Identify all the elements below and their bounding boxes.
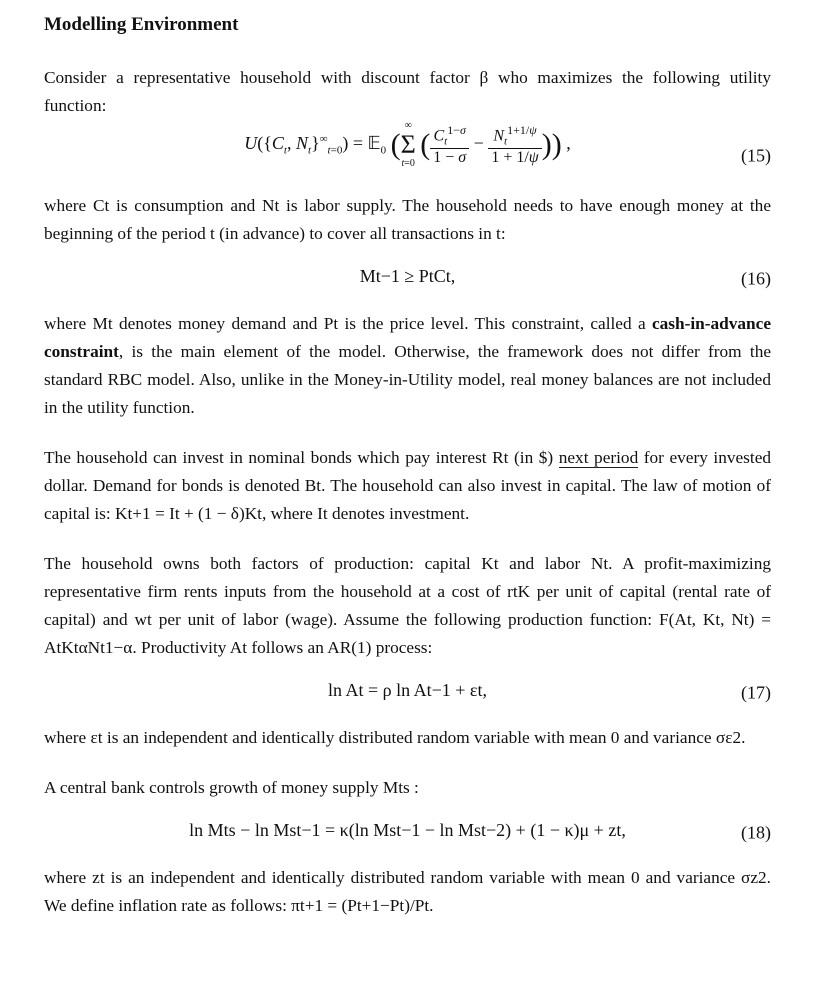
cash-in-advance-term: cash-in-advance constraint [44, 314, 771, 361]
paragraph-production: The household owns both factors of production: capital Kt and labor Nt. A profit-maximizing representative firm rents inputs from the household at a cost of rtK per unit of capital (rental rate of capital) and wt per unit of labor (wage). Assume the following production function: F(At, Kt, Nt) = AtKtαNt1−α. Productivity At follows an AR(1) process: [44, 554, 771, 657]
next-period-underline: next period [558, 448, 639, 467]
equation-18-body: ln Mts − ln Mst−1 = κ(ln Mst−1 − ln Mst−2) + (1 − κ)μ + zt, [189, 820, 626, 840]
equation-17-body: ln At = ρ ln At−1 + εt, [327, 680, 487, 700]
equation-16 [44, 248, 771, 310]
equation-17 [44, 662, 771, 724]
equation-16-number: (16) [741, 268, 771, 289]
paragraph-consumption: where Ct is consumption and Nt is labor supply. The household needs to have enough money at the beginning of the period t (in advance) to cover all transactions in t: [44, 196, 771, 243]
equation-16-body: Mt−1 ≥ PtCt, [359, 266, 456, 286]
equation-15-number: (15) [741, 145, 771, 166]
equation-18 [44, 802, 771, 864]
paragraph-epsilon: where εt is an independent and identically distributed random variable with mean 0 and variance σε2. [44, 728, 746, 747]
equation-17-number: (17) [741, 682, 771, 703]
equation-18-number: (18) [741, 822, 771, 843]
paragraph-inflation: where zt is an independent and identically distributed random variable with mean 0 and variance σz2. We define inflation rate as follows: πt+1 = (Pt+1−Pt)/Pt. [44, 868, 771, 915]
paper-page [44, 14, 771, 920]
paragraph-central-bank: A central bank controls growth of money supply Mts : [44, 778, 419, 797]
paragraph-bonds: The household can invest in nominal bonds which pay interest Rt (in $) next period for every invested dollar. Demand for bonds is denoted Bt. The household can also invest in capital. The law of motion of capital is: Kt+1 = It + (1 − δ)Kt, where It denotes investment. [44, 448, 772, 523]
paragraph-cash-in-advance: where Mt denotes money demand and Pt is the price level. This constraint, called a cash-in-advance constraint, is the main element of the model. Otherwise, the framework does not differ from the standard RBC model. Also, unlike in the Money-in-Utility model, real money balances are not included in the utility function. [44, 314, 771, 417]
equation-15-body: $U(\{C_t$, $N_t\}^\infty_{t=0}$) = 𝔼$_0$ ( ∞ Σ t=0 ( $\frac{C_t^{1-\sigma}}{1 - \sigma}$ − $\frac{N_t^{1+1/\psi}}{1 + 1/\psi}$ )) , [244, 120, 571, 169]
equation-15 [44, 120, 771, 192]
section-title: Modelling Environment [44, 14, 239, 35]
paragraph-utility-intro: Consider a representative household with discount factor β who maximizes the following utility function: [44, 68, 771, 115]
